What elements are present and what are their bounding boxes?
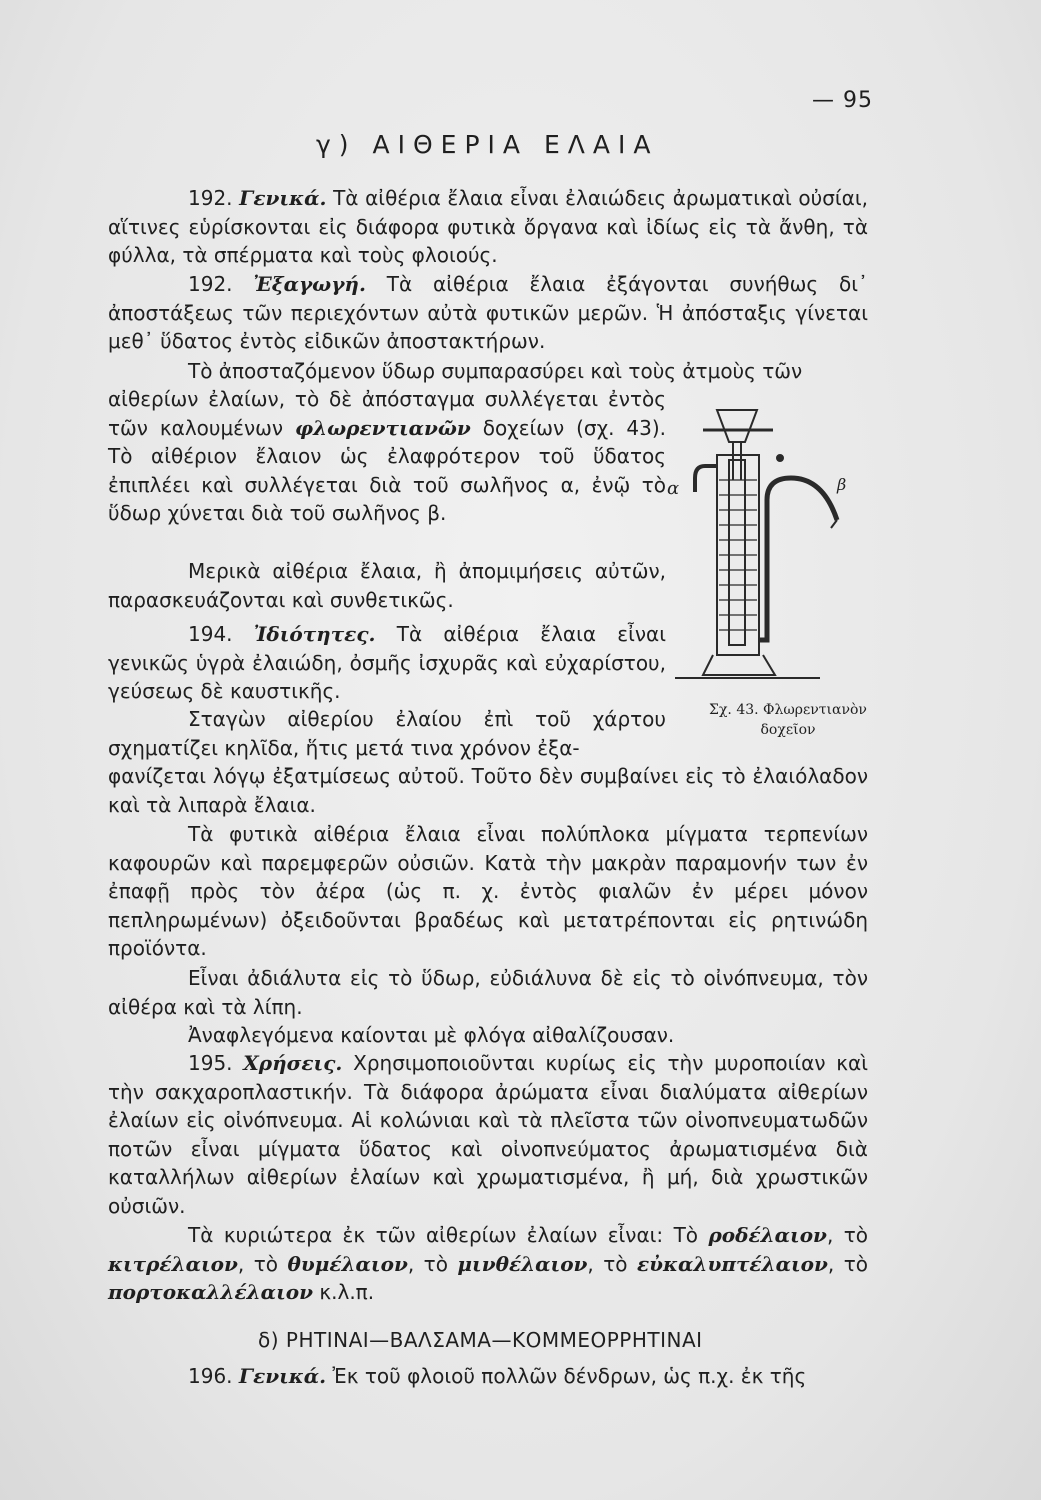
separator: , τὸ: [587, 1251, 628, 1276]
paragraph-text: Ἀναφλεγόμενα καίονται μὲ φλόγα αἰθαλίζουσαν.: [188, 1023, 675, 1047]
ending: κ.λ.π.: [312, 1280, 375, 1304]
paragraph-text: αἰθερίων ἐλαίων, τὸ δὲ ἀπόσταγμα συλλέγεται ἐντὸς τῶν καλουμένων: [108, 387, 666, 440]
separator: , τὸ: [237, 1251, 279, 1276]
paragraph-number: 195.: [188, 1051, 233, 1075]
paragraph-196-general: [108, 1362, 868, 1391]
paragraph-synthetic: [108, 557, 666, 614]
paragraph-text: Χρησιμοποιοῦνται κυρίως εἰς τὴν μυροποιίαν καὶ τὴν σακχαροπλαστικήν. Τὰ διάφορα ἀρώματα εἶναι διαλύματα αἰθερίων ἐλαίων εἰς οἰνόπνευμα. Αἱ κολώνιαι καὶ τὰ πλεῖστα τῶν οἰνοπνευματωδῶν ποτῶν εἶναι μίγματα ὕδατος καὶ οἰνοπνεύματος ἀρωματισμένα διὰ καταλλήλων αἰθερίων ἐλαίων καὶ χρωματισμένα, ἢ μή, διὰ χρωστικῶν οὐσιῶν.: [108, 1051, 868, 1218]
paragraph-text: Τὰ αἰθέρια ἔλαια ἐξάγονται συνήθως δι᾽ ἀποστάξεως τῶν περιεχόντων αὐτὰ φυτικῶν μερῶν. Ἡ ἀπόσταξις γίνεται μεθ᾽ ὕδατος ἐντὸς εἰδικῶν ἀποστακτήρων.: [108, 272, 868, 353]
paragraph-text: Τὰ αἰθέρια ἔλαια εἶναι γενικῶς ὑγρὰ ἐλαιώδη, ὀσμῆς ἰσχυρᾶς καὶ εὐχαρίστου, γεύσεως δὲ καυστικῆς.: [108, 622, 666, 703]
paragraph-solubility: [108, 964, 868, 1021]
paragraph-text: φανίζεται λόγῳ ἐξατμίσεως αὐτοῦ. Τοῦτο δὲν συμβαίνει εἰς τὸ ἐλαιόλαδον καὶ τὰ λιπαρὰ ἔλαια.: [108, 764, 868, 817]
florentine-flask-figure: [655, 400, 895, 700]
paragraph-heading: Χρήσεις.: [243, 1051, 343, 1075]
oil-name: θυμέλαιον: [287, 1251, 408, 1276]
oil-name: κιτρέλαιον: [108, 1251, 238, 1276]
oil-name: εὐκαλυπτέλαιον: [637, 1251, 828, 1276]
label-b: β: [837, 475, 847, 494]
paragraph-192-extraction: [108, 270, 868, 356]
paragraph-number: 192.: [188, 272, 233, 296]
paragraph-heading: Ἐξαγωγή.: [253, 272, 366, 296]
section-title: γ) ΑΙΘΕΡΙΑ ΕΛΑΙΑ: [316, 130, 659, 159]
oil-name: πορτοκαλλέλαιον: [108, 1280, 313, 1304]
separator: , τὸ: [407, 1251, 448, 1276]
oil-name: ροδέλαιον: [708, 1223, 827, 1247]
florentine-flask-illustration: [655, 400, 895, 700]
paragraph-text: Τὰ κυριώτερα ἐκ τῶν αἰθερίων ἐλαίων εἶναι: Τὸ: [188, 1223, 699, 1247]
paragraph-flame: [108, 1021, 868, 1050]
term-florentine: φλωρεντιανῶν: [294, 415, 471, 440]
paragraph-text: Μερικὰ αἰθέρια ἔλαια, ἢ ἀπομιμήσεις αὐτῶν, παρασκευάζονται καὶ συνθετικῶς.: [108, 559, 666, 612]
paragraph-heading: Γενικά.: [239, 186, 327, 210]
paragraph-text: Τὰ φυτικὰ αἰθέρια ἔλαια εἶναι πολύπλοκα μίγματα τερπενίων καφουρῶν καὶ παρεμφερῶν οὐσιῶν. Κατὰ τὴν μακρὰν παραμονήν των ἐν ἐπαφῇ πρὸς τὸν ἀέρα (ὡς π. χ. ἐντὸς φιαλῶν ἐν μέρει μόνον πεπληρωμένων) ὀξειδοῦνται βραδέως καὶ μετατρέπονται εἰς ρητινώδη προϊόντα.: [108, 822, 868, 960]
paragraph-text: Τὸ ἀποσταζόμενον ὕδωρ συμπαρασύρει καὶ τοὺς ἀτμοὺς τῶν: [188, 359, 803, 383]
paragraph-text: Τὰ αἰθέρια ἔλαια εἶναι ἐλαιώδεις ἀρωματικαὶ οὐσίαι, αἵτινες εὑρίσκονται εἰς διάφορα φυτικὰ ὄργανα καὶ ἰδίως εἰς τὰ ἄνθη, τὰ φύλλα, τὰ σπέρματα καὶ τοὺς φλοιούς.: [108, 186, 868, 267]
figure-caption: Σχ. 43. Φλωρεντιανὸν δοχεῖον: [709, 702, 867, 738]
paragraph-195-uses: [108, 1049, 868, 1220]
label-a: α: [667, 478, 680, 499]
paragraph-192-general: [108, 184, 868, 270]
paragraph-terpenes: [108, 820, 868, 963]
paragraph-text: Σταγὼν αἰθερίου ἐλαίου ἐπὶ τοῦ χάρτου σχηματίζει κηλῖδα, ἥτις μετά τινα χρόνον ἐξα-: [108, 707, 666, 760]
separator: , τὸ: [827, 1251, 869, 1276]
paragraph-text: δοχείων (σχ. 43). Τὸ αἰθέριον ἔλαιον ὡς ἐλαφρότερον τοῦ ὕδατος ἐπιπλέει καὶ συλλέγεται διὰ τοῦ σωλῆνος α, ἐνῷ τὸ ὕδωρ χύνεται διὰ τοῦ σωλῆνος β.: [108, 415, 666, 525]
paragraph-text: Εἶναι ἀδιάλυτα εἰς τὸ ὕδωρ, εὐδιάλυνα δὲ εἰς τὸ οἰνόπνευμα, τὸν αἰθέρα καὶ τὰ λίπη.: [108, 966, 868, 1019]
paragraph-number: 196.: [188, 1364, 233, 1388]
paragraph-stain-continued: [108, 762, 868, 819]
paragraph-heading: Γενικά.: [238, 1364, 327, 1388]
oil-name: μινθέλαιον: [457, 1251, 588, 1276]
paragraph-194-properties: [108, 620, 666, 706]
paragraph-text: Ἐκ τοῦ φλοιοῦ πολλῶν δένδρων, ὡς π.χ. ἐκ τῆς: [332, 1364, 807, 1388]
paragraph-number: 192.: [188, 186, 233, 210]
paragraph-number: 194.: [188, 622, 233, 646]
paragraph-main-oils: [108, 1221, 868, 1307]
paragraph-heading: Ἰδιότητες.: [253, 622, 376, 646]
separator: , τὸ: [826, 1223, 868, 1247]
paragraph-distillate-intro: [108, 357, 868, 386]
paragraph-stain: [108, 705, 666, 762]
paragraph-distillate: [108, 385, 666, 528]
subsection-title: δ) ΡΗΤΙΝΑΙ—ΒΑΛΣΑΜΑ—ΚΟΜΜΕΟΡΡΗΤΙΝΑΙ: [258, 1328, 703, 1352]
page-number: — 95: [812, 88, 873, 113]
